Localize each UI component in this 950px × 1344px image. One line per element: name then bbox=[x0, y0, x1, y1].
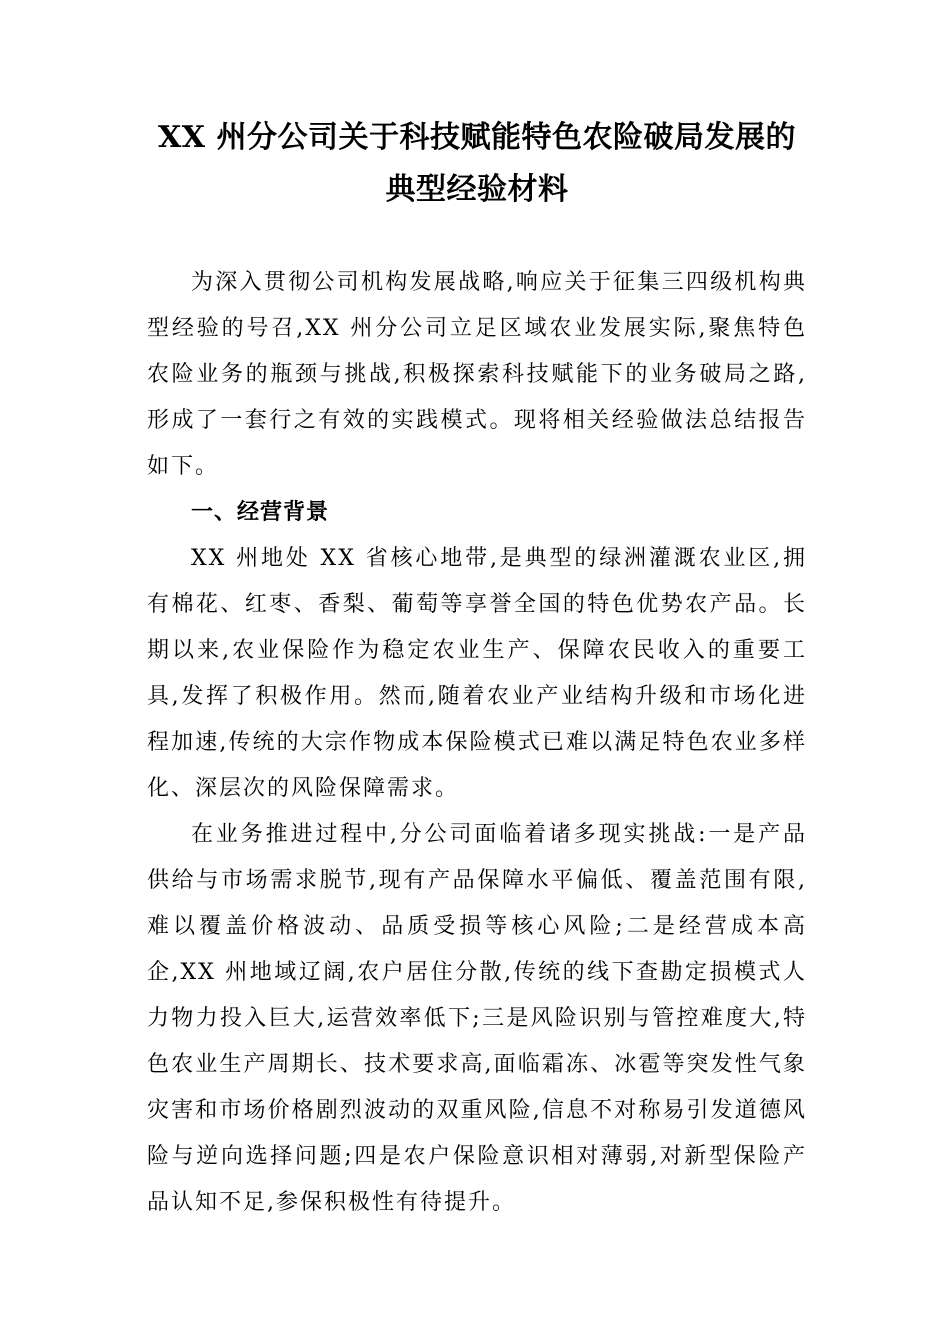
document-page bbox=[147, 112, 807, 1226]
document-body bbox=[147, 260, 807, 1226]
section-paragraph: XX 州地处 XX 省核心地带,是典型的绿洲灌溉农业区,拥有棉花、红枣、香梨、葡萄等享誉全国的特色优势农产品。长期以来,农业保险作为稳定农业生产、保障农民收入的重要工具,发挥了积极作用。然而,随着农业产业结构升级和市场化进程加速,传统的大宗作物成本保险模式已难以满足特色农业多样化、深层次的风险保障需求。 bbox=[147, 546, 807, 801]
section-heading: 一、经营背景 bbox=[191, 500, 330, 525]
section-paragraph: 在业务推进过程中,分公司面临着诸多现实挑战:一是产品供给与市场需求脱节,现有产品保障水平偏低、覆盖范围有限,难以覆盖价格波动、品质受损等核心风险;二是经营成本高企,XX 州地域辽阔,农户居住分散,传统的线下查勘定损模式人力物力投入巨大,运营效率低下;三是风险识别与管控难度大,特色农业生产周期长、技术要求高,面临霜冻、冰雹等突发性气象灾害和市场价格剧烈波动的双重风险,信息不对称易引发道德风险与逆向选择问题;四是农户保险意识相对薄弱,对新型保险产品认知不足,参保积极性有待提升。 bbox=[147, 822, 807, 1215]
intro-paragraph: 为深入贯彻公司机构发展战略,响应关于征集三四级机构典型经验的号召,XX 州分公司立足区域农业发展实际,聚焦特色农险业务的瓶颈与挑战,积极探索科技赋能下的业务破局之路,形成了一套行之有效的实践模式。现将相关经验做法总结报告如下。 bbox=[147, 270, 807, 479]
document-title: XX 州分公司关于科技赋能特色农险破局发展的典型经验材料 bbox=[158, 120, 796, 207]
